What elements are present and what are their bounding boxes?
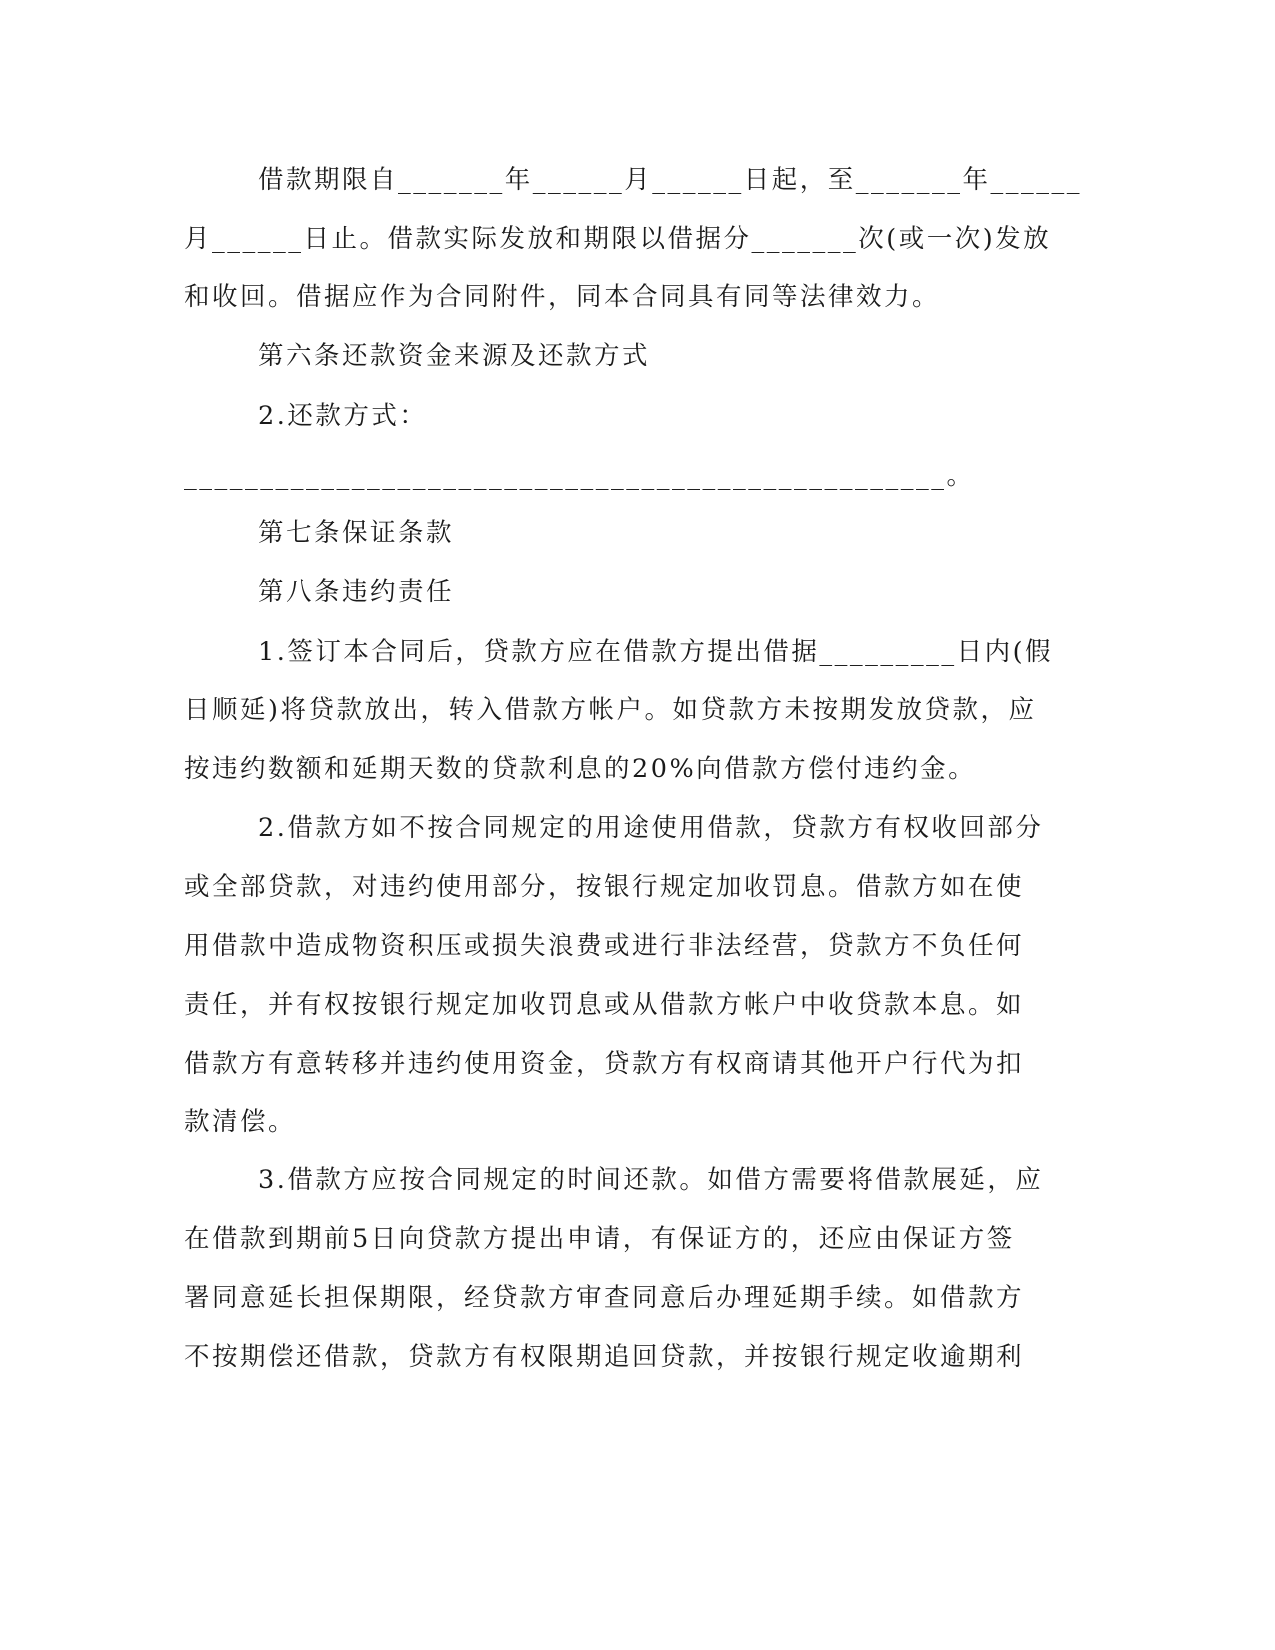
section-heading: 第六条还款资金来源及还款方式 (258, 341, 651, 371)
text-line: 日顺延)将贷款放出，转入借款方帐户。如贷款方未按期发放贷款，应 (184, 695, 1037, 725)
text-line: 3.借款方应按合同规定的时间还款。如借方需要将借款展延，应 (258, 1165, 1044, 1195)
text-line: 责任，并有权按银行规定加收罚息或从借款方帐户中收贷款本息。如 (184, 990, 1025, 1020)
blank-fill-line: __________________________________________________。 (184, 461, 975, 491)
text-line: 借款期限自_______年______月______日起，至_______年______ (258, 165, 1083, 195)
text-line: 2.借款方如不按合同规定的用途使用借款，贷款方有权收回部分 (258, 813, 1044, 843)
text-line: 2.还款方式： (258, 401, 428, 431)
text-line: 款清偿。 (184, 1107, 297, 1137)
text-line: 署同意延长担保期限，经贷款方审查同意后办理延期手续。如借款方 (184, 1283, 1025, 1313)
text-line: 用借款中造成物资积压或损失浪费或进行非法经营，贷款方不负任何 (184, 931, 1025, 961)
text-line: 在借款到期前5日向贷款方提出申请，有保证方的，还应由保证方签 (184, 1224, 1015, 1254)
text-line: 不按期偿还借款，贷款方有权限期追回贷款，并按银行规定收逾期利 (184, 1342, 1025, 1372)
text-line: 或全部贷款，对违约使用部分，按银行规定加收罚息。借款方如在使 (184, 872, 1025, 902)
text-line: 1.签订本合同后，贷款方应在借款方提出借据_________日内(假 (258, 637, 1054, 667)
section-heading: 第七条保证条款 (258, 518, 455, 548)
text-line: 借款方有意转移并违约使用资金，贷款方有权商请其他开户行代为扣 (184, 1049, 1025, 1079)
text-line: 和收回。借据应作为合同附件，同本合同具有同等法律效力。 (184, 282, 941, 312)
section-heading: 第八条违约责任 (258, 577, 455, 607)
text-line: 月______日止。借款实际发放和期限以借据分_______次(或一次)发放 (184, 224, 1052, 254)
text-line: 按违约数额和延期天数的贷款利息的20%向借款方偿付违约金。 (184, 754, 977, 784)
